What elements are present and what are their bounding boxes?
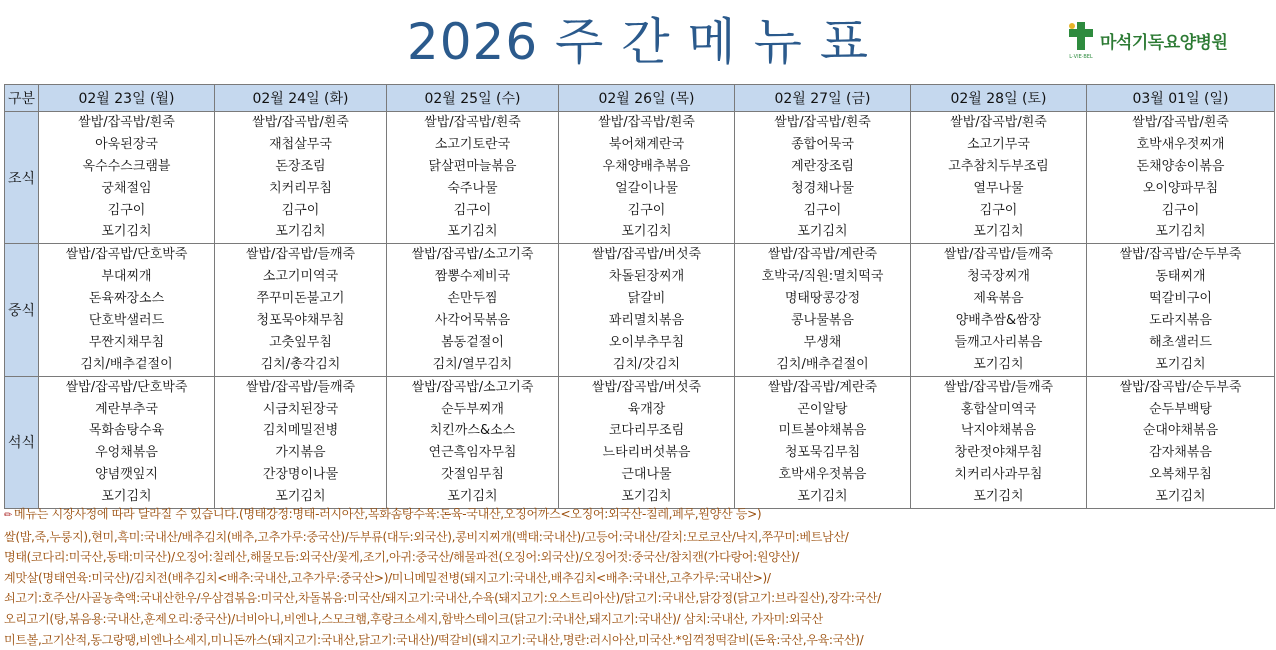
menu-item: 포기김치 bbox=[1155, 356, 1206, 372]
menu-cell bbox=[911, 112, 1087, 244]
menu-item: 우엉채볶음 bbox=[95, 445, 158, 461]
menu-item: 치커리사과무침 bbox=[954, 467, 1043, 483]
menu-item: 양배추쌈&쌈장 bbox=[955, 313, 1042, 329]
menu-cell bbox=[1087, 376, 1275, 508]
menu-item: 김치/배추겉절이 bbox=[776, 356, 869, 372]
menu-item: 호박새우젓찌개 bbox=[1136, 136, 1225, 152]
menu-item: 궁채절임 bbox=[101, 180, 152, 196]
logo-tagline: L·VIE·BEL bbox=[1069, 54, 1093, 60]
menu-item: 오이양파무침 bbox=[1142, 180, 1219, 196]
menu-cell bbox=[559, 376, 735, 508]
menu-item: 양념깻잎지 bbox=[95, 467, 158, 483]
menu-item: 쌀밥/잡곡밥/흰죽 bbox=[424, 115, 521, 130]
menu-item: 고추참치두부조림 bbox=[948, 158, 1049, 174]
menu-item: 돈육짜장소스 bbox=[88, 291, 165, 307]
menu-item: 북어채계란국 bbox=[608, 136, 685, 152]
meal-row-lunch bbox=[5, 244, 1275, 376]
menu-item: 옥수수스크램블 bbox=[82, 158, 171, 174]
menu-item: 느타리버섯볶음 bbox=[602, 445, 691, 461]
menu-cell bbox=[911, 244, 1087, 376]
menu-item: 포기김치 bbox=[447, 489, 498, 505]
menu-item: 소고기토란국 bbox=[434, 136, 511, 152]
menu-item: 포기김치 bbox=[101, 489, 152, 505]
corner-header: 구분 bbox=[5, 85, 39, 112]
menu-item: 얼갈이나물 bbox=[615, 180, 678, 196]
menu-item: 우채양배추볶음 bbox=[602, 158, 691, 174]
menu-item: 재첩살무국 bbox=[269, 136, 332, 152]
menu-cell bbox=[735, 112, 911, 244]
menu-item: 소고기미역국 bbox=[262, 269, 339, 285]
menu-cell bbox=[911, 376, 1087, 508]
cross-logo-icon bbox=[1066, 20, 1096, 60]
note-line bbox=[4, 547, 1274, 568]
menu-item: 쌀밥/잡곡밥/소고기죽 bbox=[411, 379, 534, 395]
weekly-menu-table bbox=[4, 84, 1275, 509]
menu-item: 청포묵김무침 bbox=[784, 445, 861, 461]
menu-item: 닭살편마늘볶음 bbox=[428, 158, 517, 174]
menu-item: 쌀밥/잡곡밥/소고기죽 bbox=[411, 247, 534, 263]
menu-item: 포기김치 bbox=[973, 356, 1024, 372]
menu-cell bbox=[387, 376, 559, 508]
menu-cell bbox=[559, 112, 735, 244]
menu-item: 아욱된장국 bbox=[95, 136, 158, 152]
menu-body bbox=[5, 112, 1275, 509]
menu-item: 육개장 bbox=[627, 401, 666, 417]
note-line bbox=[4, 504, 1274, 527]
menu-item: 김구이 bbox=[627, 202, 666, 218]
menu-item: 김치메밀전병 bbox=[262, 423, 339, 439]
menu-item: 호박새우젓볶음 bbox=[778, 467, 867, 483]
note-line bbox=[4, 630, 1274, 650]
menu-item: 떡갈비구이 bbox=[1149, 291, 1212, 307]
menu-item: 미트볼야채볶음 bbox=[778, 423, 867, 439]
meal-label: 조식 bbox=[5, 112, 39, 244]
menu-item: 쭈꾸미돈불고기 bbox=[256, 291, 345, 307]
menu-item: 순대야채볶음 bbox=[1142, 423, 1219, 439]
menu-item: 포기김치 bbox=[797, 489, 848, 505]
menu-item: 연근흑임자무침 bbox=[428, 445, 517, 461]
menu-item: 김치/열무김치 bbox=[432, 356, 513, 372]
menu-cell bbox=[387, 244, 559, 376]
menu-item: 포기김치 bbox=[1155, 224, 1206, 240]
menu-item: 무생채 bbox=[803, 334, 842, 350]
day-header: 03월 01일 (일) bbox=[1087, 85, 1275, 112]
menu-item: 순두부백탕 bbox=[1149, 401, 1212, 417]
menu-item: 치커리무침 bbox=[269, 180, 332, 196]
menu-item: 쌀밥/잡곡밥/버섯죽 bbox=[591, 379, 702, 395]
menu-item: 근대나물 bbox=[621, 467, 672, 483]
menu-item: 봄동겉절이 bbox=[441, 334, 504, 350]
menu-item: 쌀밥/잡곡밥/들깨죽 bbox=[943, 247, 1054, 263]
menu-item: 쌀밥/잡곡밥/순두부죽 bbox=[1119, 247, 1242, 263]
menu-item: 계란부추국 bbox=[95, 401, 158, 417]
menu-cell bbox=[39, 376, 215, 508]
menu-item: 치킨까스&소스 bbox=[429, 423, 516, 439]
menu-item: 손만두찜 bbox=[447, 291, 498, 307]
menu-item: 포기김치 bbox=[275, 489, 326, 505]
note-line bbox=[4, 609, 1274, 630]
menu-item: 포기김치 bbox=[1155, 489, 1206, 505]
meal-label: 중식 bbox=[5, 244, 39, 376]
menu-item: 포기김치 bbox=[973, 224, 1024, 240]
menu-item: 가지볶음 bbox=[275, 445, 326, 461]
menu-cell bbox=[735, 244, 911, 376]
note-line bbox=[4, 527, 1274, 548]
note-text: 명태(코다리:미국산,동태:미국산)/오징어:칠레산,해물모듬:외국산/꽃게,조기,아귀:중국산/해물파전(오징어:외국산)/오징어젓:중국산/참치캔(가다랑어:원양산)/ bbox=[4, 550, 799, 565]
day-header: 02월 27일 (금) bbox=[735, 85, 911, 112]
menu-item: 김구이 bbox=[107, 202, 146, 218]
menu-item: 김치/총각김치 bbox=[260, 356, 341, 372]
table-header-row bbox=[5, 85, 1275, 112]
menu-item: 시금치된장국 bbox=[262, 401, 339, 417]
note-line bbox=[4, 588, 1274, 609]
menu-item: 쌀밥/잡곡밥/흰죽 bbox=[252, 115, 349, 130]
menu-item: 김구이 bbox=[979, 202, 1018, 218]
menu-item: 김구이 bbox=[1161, 202, 1200, 218]
meal-row-breakfast bbox=[5, 112, 1275, 244]
menu-item: 숙주나물 bbox=[447, 180, 498, 196]
menu-item: 짬뽕수제비국 bbox=[434, 269, 511, 285]
menu-item: 쌀밥/잡곡밥/계란죽 bbox=[767, 379, 878, 395]
menu-item: 곤이알탕 bbox=[797, 401, 848, 417]
menu-cell bbox=[1087, 112, 1275, 244]
menu-item: 홍합살미역국 bbox=[960, 401, 1037, 417]
day-header: 02월 28일 (토) bbox=[911, 85, 1087, 112]
menu-item: 쌀밥/잡곡밥/단호박죽 bbox=[65, 247, 188, 263]
menu-item: 차돌된장찌개 bbox=[608, 269, 685, 285]
menu-item: 쌀밥/잡곡밥/들깨죽 bbox=[943, 379, 1054, 395]
menu-cell bbox=[215, 244, 387, 376]
menu-cell bbox=[215, 376, 387, 508]
day-header: 02월 26일 (목) bbox=[559, 85, 735, 112]
menu-item: 포기김치 bbox=[973, 489, 1024, 505]
note-text: 쌀(밥,죽,누룽지),현미,흑미:국내산/배추김치(배추,고추가루:중국산)/두부류(대두:외국산),콩비지찌개(백태:국내산)/고등어:국내산/갈치:모로코산/낙지,쭈꾸미:베트남산/ bbox=[4, 529, 849, 544]
menu-item: 쌀밥/잡곡밥/흰죽 bbox=[774, 115, 871, 130]
menu-cell bbox=[215, 112, 387, 244]
menu-item: 김구이 bbox=[803, 202, 842, 218]
menu-item: 청포묵야채무침 bbox=[256, 313, 345, 329]
notes-section bbox=[4, 504, 1274, 647]
menu-item: 포기김치 bbox=[797, 224, 848, 240]
menu-item: 고춧잎무침 bbox=[269, 334, 332, 350]
menu-cell bbox=[39, 112, 215, 244]
note-text: 메뉴는 시장사정에 따라 달라질 수 있습니다.(명태강정:명태-러시아산,목화솜탕수육:돈육-국내산,오징어까스<오징어:외국산-칠레,페루,원양산 등>) bbox=[14, 507, 762, 521]
menu-item: 청경채나물 bbox=[791, 180, 854, 196]
menu-item: 소고기무국 bbox=[967, 136, 1030, 152]
pencil-icon: ✏ bbox=[4, 510, 13, 521]
note-line bbox=[4, 568, 1274, 589]
menu-item: 제육볶음 bbox=[973, 291, 1024, 307]
menu-item: 쌀밥/잡곡밥/계란죽 bbox=[767, 247, 878, 263]
day-header: 02월 23일 (월) bbox=[39, 85, 215, 112]
menu-item: 종합어묵국 bbox=[791, 136, 854, 152]
menu-item: 해초샐러드 bbox=[1149, 334, 1212, 350]
menu-item: 동태찌개 bbox=[1155, 269, 1206, 285]
menu-item: 갓절임무침 bbox=[441, 467, 504, 483]
menu-item: 쌀밥/잡곡밥/흰죽 bbox=[1132, 115, 1229, 130]
menu-item: 열무나물 bbox=[973, 180, 1024, 196]
note-text: 미트볼,고기산적,동그랑땡,비엔나소세지,미니돈까스(돼지고기:국내산,닭고기:국내산)/떡갈비(돼지고기:국내산,명란:러시아산,미국산.*임꺽정떡갈비(돈육:국산,우육:국산)/ bbox=[4, 632, 864, 647]
menu-item: 목화솜탕수육 bbox=[88, 423, 165, 439]
note-text: 쇠고기:호주산/사골농축액:국내산한우/우삼겹볶음:미국산,차돌볶음:미국산/돼지고기:국내산,수육(돼지고기:오스트리아산)/닭고기:국내산,닭강정(닭고기:브라질산),장각:국산/ bbox=[4, 591, 881, 606]
hospital-logo bbox=[1066, 18, 1227, 62]
menu-item: 김구이 bbox=[453, 202, 492, 218]
menu-item: 쌀밥/잡곡밥/순두부죽 bbox=[1119, 379, 1242, 395]
note-text: 오리고기(탕,볶음용:국내산,훈제오리:중국산)/너비아니,비엔나,스모크햄,후랑크소세지,함박스테이크(닭고기:국내산,돼지고기:국내산)/ 삼치:국내산, 가자미:외국산 bbox=[4, 611, 823, 626]
page-header bbox=[0, 0, 1276, 83]
menu-item: 돈장조림 bbox=[275, 158, 326, 174]
menu-item: 쌀밥/잡곡밥/들깨죽 bbox=[245, 247, 356, 263]
note-text: 계맛살(명태연육:미국산)/김치전(배추김치<배추:국내산,고추가루:중국산>)/미니메밀전병(돼지고기:국내산,배추김치<배추:국내산,고추가루:국내산>)/ bbox=[4, 570, 771, 585]
menu-item: 도라지볶음 bbox=[1149, 313, 1212, 329]
menu-item: 김치/갓김치 bbox=[612, 356, 681, 372]
menu-cell bbox=[559, 244, 735, 376]
menu-item: 들깨고사리볶음 bbox=[954, 334, 1043, 350]
menu-item: 쌀밥/잡곡밥/버섯죽 bbox=[591, 247, 702, 263]
menu-item: 김구이 bbox=[281, 202, 320, 218]
menu-item: 감자채볶음 bbox=[1149, 445, 1212, 461]
meal-row-dinner bbox=[5, 376, 1275, 508]
menu-item: 청국장찌개 bbox=[967, 269, 1030, 285]
menu-item: 콩나물볶음 bbox=[791, 313, 854, 329]
menu-item: 쌀밥/잡곡밥/들깨죽 bbox=[245, 379, 356, 395]
menu-cell bbox=[39, 244, 215, 376]
menu-item: 포기김치 bbox=[447, 224, 498, 240]
menu-cell bbox=[735, 376, 911, 508]
menu-item: 닭갈비 bbox=[627, 291, 666, 307]
menu-item: 포기김치 bbox=[275, 224, 326, 240]
menu-item: 창란젓야채무침 bbox=[954, 445, 1043, 461]
menu-item: 포기김치 bbox=[621, 224, 672, 240]
menu-item: 간장명이나물 bbox=[262, 467, 339, 483]
menu-item: 호박국/직원:멸치떡국 bbox=[761, 269, 884, 285]
menu-item: 포기김치 bbox=[101, 224, 152, 240]
page-title: 2026 주 간 메 뉴 표 bbox=[406, 13, 870, 71]
menu-item: 쌀밥/잡곡밥/흰죽 bbox=[950, 115, 1047, 130]
menu-item: 오이부추무침 bbox=[608, 334, 685, 350]
menu-item: 명태땅콩강정 bbox=[784, 291, 861, 307]
menu-item: 사각어묵볶음 bbox=[434, 313, 511, 329]
menu-item: 계란장조림 bbox=[791, 158, 854, 174]
hospital-name: 마석기독요양병원 bbox=[1100, 32, 1228, 53]
menu-item: 낙지야채볶음 bbox=[960, 423, 1037, 439]
menu-item: 무짠지채무침 bbox=[88, 334, 165, 350]
menu-cell bbox=[1087, 244, 1275, 376]
menu-item: 부대찌개 bbox=[101, 269, 152, 285]
menu-item: 단호박샐러드 bbox=[88, 313, 165, 329]
menu-item: 순두부찌개 bbox=[441, 401, 504, 417]
menu-item: 코다리무조림 bbox=[608, 423, 685, 439]
menu-item: 포기김치 bbox=[621, 489, 672, 505]
menu-item: 김치/배추겉절이 bbox=[80, 356, 173, 372]
menu-item: 꽈리멸치볶음 bbox=[608, 313, 685, 329]
menu-item: 쌀밥/잡곡밥/단호박죽 bbox=[65, 379, 188, 395]
menu-item: 돈채양송이볶음 bbox=[1136, 158, 1225, 174]
menu-item: 쌀밥/잡곡밥/흰죽 bbox=[598, 115, 695, 130]
day-header: 02월 25일 (수) bbox=[387, 85, 559, 112]
menu-item: 오복채무침 bbox=[1149, 467, 1212, 483]
meal-label: 석식 bbox=[5, 376, 39, 508]
menu-cell bbox=[387, 112, 559, 244]
day-header: 02월 24일 (화) bbox=[215, 85, 387, 112]
menu-item: 쌀밥/잡곡밥/흰죽 bbox=[78, 115, 175, 130]
